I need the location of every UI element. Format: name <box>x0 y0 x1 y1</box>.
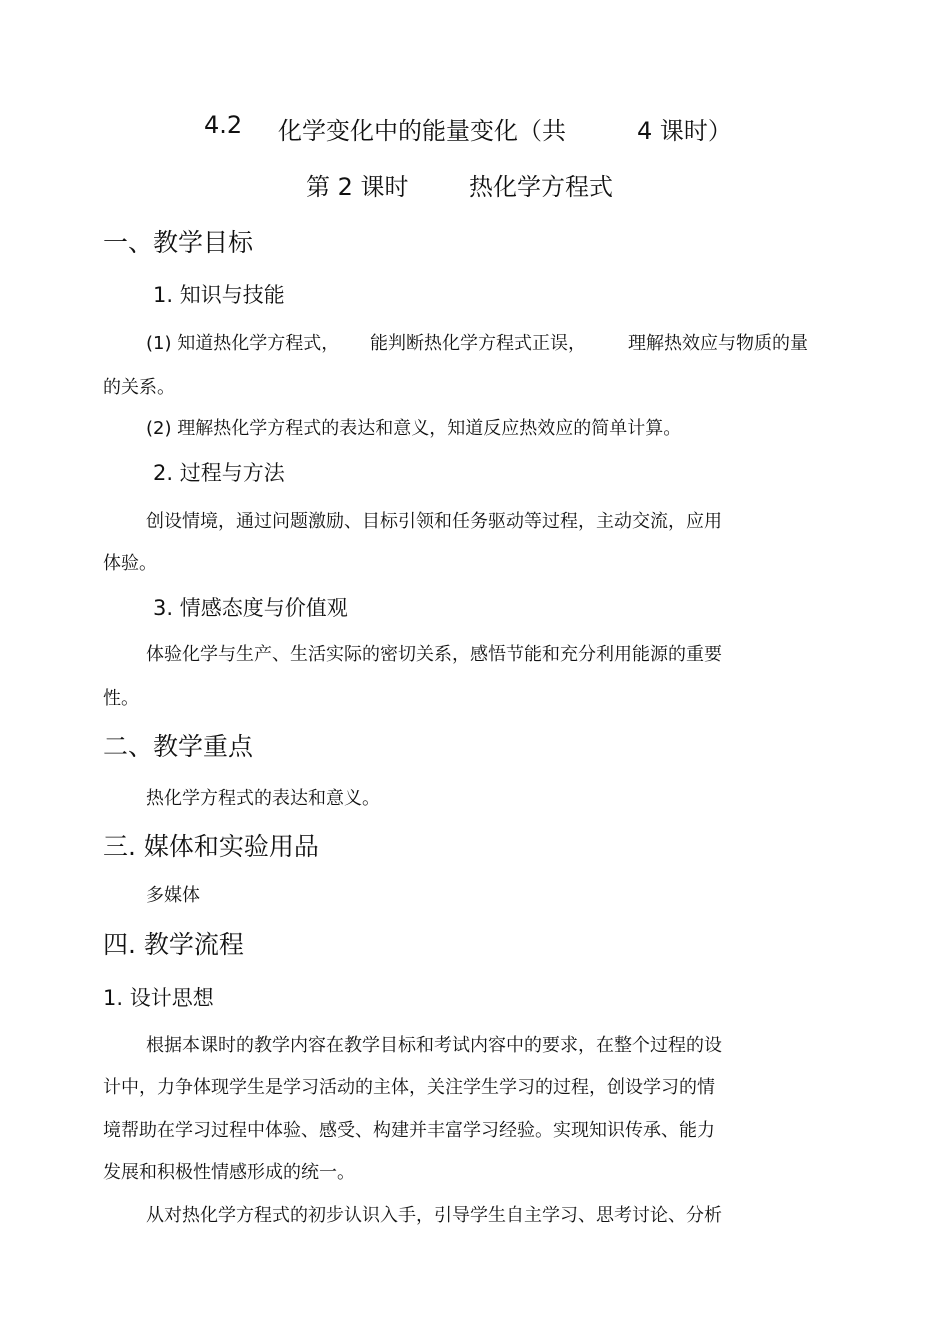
paragraph-text: 创设情境，通过问题激励、目标引领和任务驱动等过程，主动交流，应用 <box>146 511 722 532</box>
paragraph-text: 境帮助在学习过程中体验、感受、构建并丰富学习经验。实现知识传承、能力 <box>103 1120 715 1141</box>
paragraph-text: (1) 知道热化学方程式， <box>146 333 340 354</box>
paragraph-text: 热化学方程式的表达和意义。 <box>146 788 380 809</box>
paragraph-text: 计中，力争体现学生是学习活动的主体，关注学生学习的过程，创设学习的情 <box>103 1077 715 1098</box>
paragraph-text: 发展和积极性情感形成的统一。 <box>103 1162 355 1183</box>
subheading-design: 1. 设计思想 <box>103 986 214 1010</box>
paragraph-text: 多媒体 <box>146 885 200 906</box>
paragraph-text: (2) 理解热化学方程式的表达和意义，知道反应热效应的简单计算。 <box>146 418 682 439</box>
paragraph-text: 性。 <box>103 688 139 709</box>
paragraph-text: 理解热效应与物质的量 <box>628 333 808 354</box>
section-heading-keypoints: 二、教学重点 <box>103 732 254 761</box>
section-heading-process: 四. 教学流程 <box>103 930 244 959</box>
paragraph-text: 从对热化学方程式的初步认识入手，引导学生自主学习、思考讨论、分析 <box>146 1205 722 1226</box>
title-count: 4 课时） <box>637 117 732 145</box>
section-heading-media: 三. 媒体和实验用品 <box>103 832 319 861</box>
paragraph-text: 体验。 <box>103 553 157 574</box>
subheading-knowledge: 1. 知识与技能 <box>153 283 285 307</box>
subtitle-lesson: 第 2 课时 <box>306 173 409 201</box>
subtitle-topic: 热化学方程式 <box>469 173 613 201</box>
section-heading-objectives: 一、教学目标 <box>103 228 254 257</box>
title-text: 化学变化中的能量变化（共 <box>278 117 566 145</box>
subheading-process: 2. 过程与方法 <box>153 461 285 485</box>
subheading-attitude: 3. 情感态度与价值观 <box>153 596 348 620</box>
paragraph-text: 的关系。 <box>103 377 175 398</box>
paragraph-text: 能判断热化学方程式正误， <box>370 333 586 354</box>
title-number: 4.2 <box>204 111 243 139</box>
paragraph-text: 根据本课时的教学内容在教学目标和考试内容中的要求，在整个过程的设 <box>146 1035 722 1056</box>
paragraph-text: 体验化学与生产、生活实际的密切关系，感悟节能和充分利用能源的重要 <box>146 644 722 665</box>
